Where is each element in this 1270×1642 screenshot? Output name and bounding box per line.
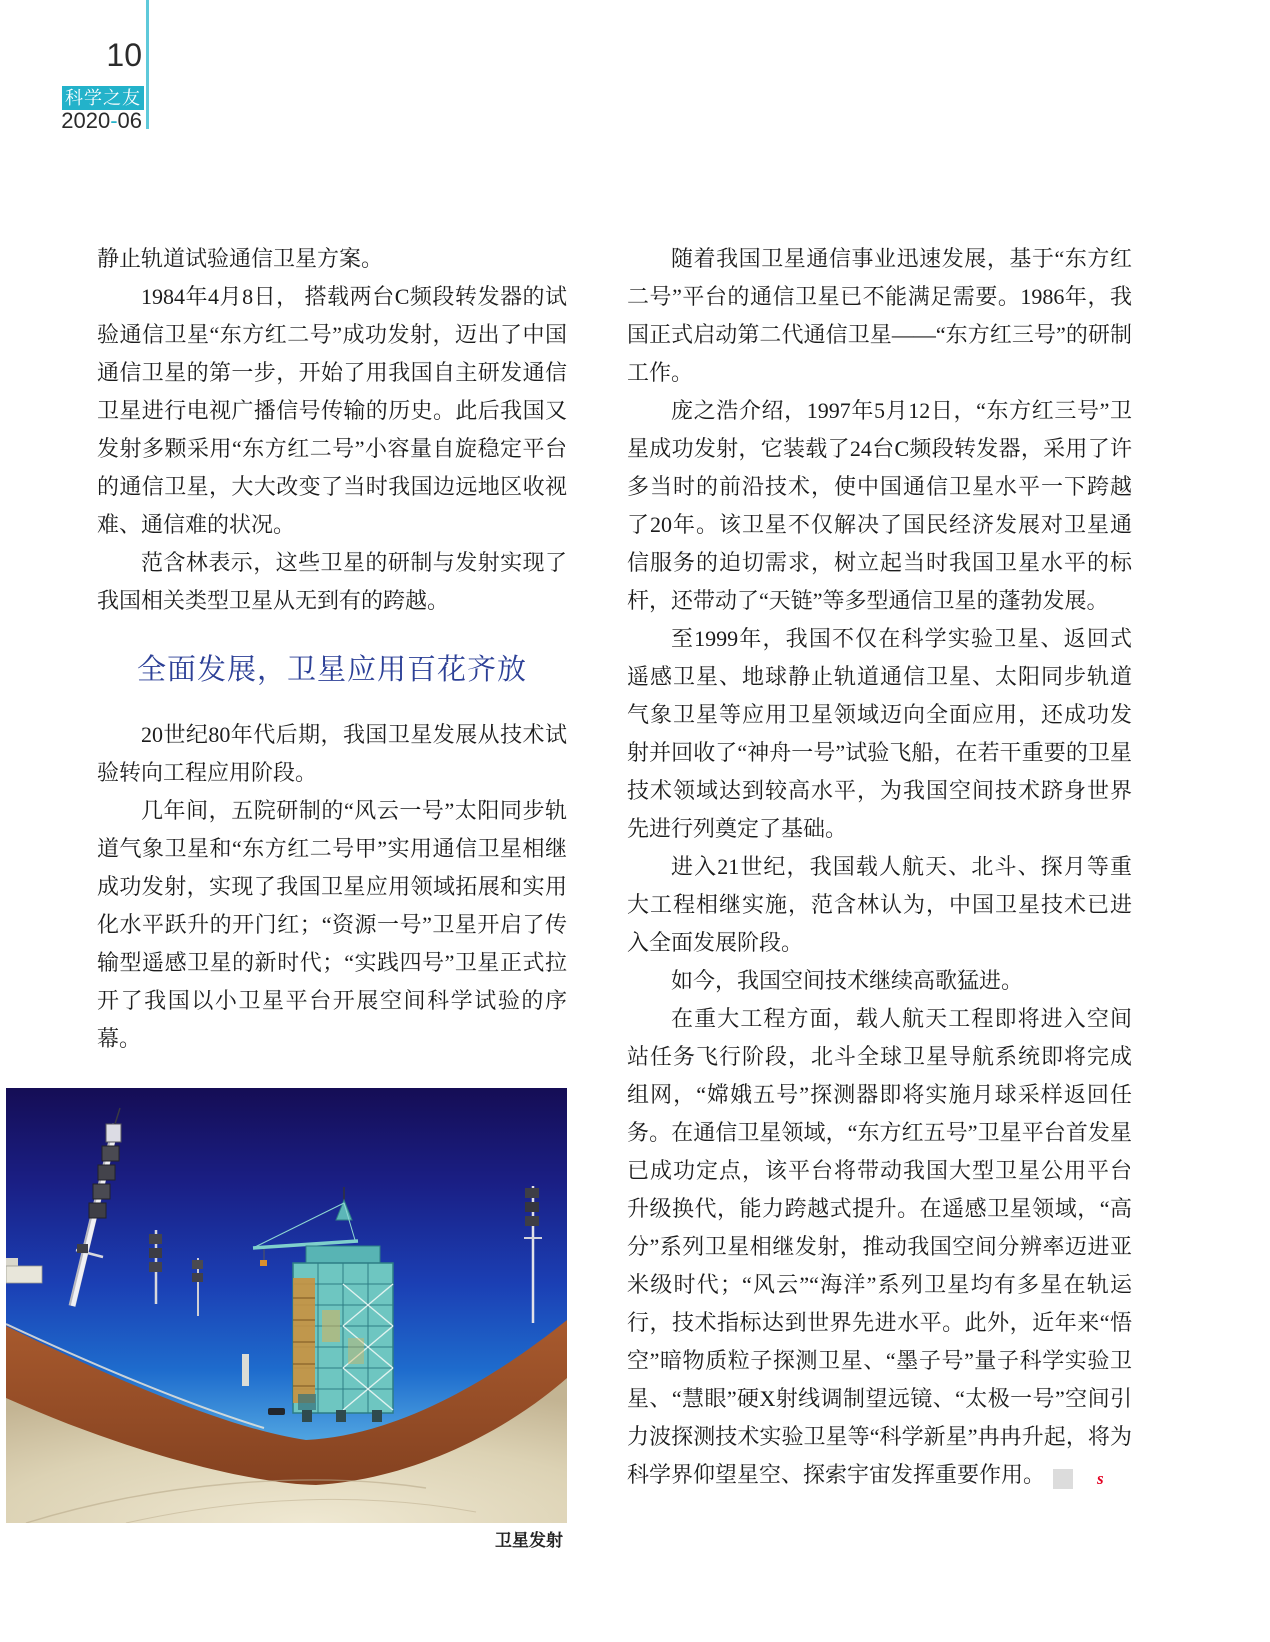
paragraph: 20世纪80年代后期，我国卫星发展从技术试验转向工程应用阶段。 <box>97 722 567 785</box>
satellite-launch-photo-block <box>6 1088 567 1551</box>
distant-tower <box>242 1354 249 1386</box>
section-heading: 全面发展，卫星应用百花齐放 <box>136 654 527 686</box>
magazine-title-badge: 科学之友 <box>62 86 144 110</box>
end-of-article-mark: s <box>1053 1469 1073 1489</box>
paragraph: 随着我国卫星通信事业迅速发展，基于“东方红二号”平台的通信卫星已不能满足需要。1986年，我国正式启动第二代通信卫星——“东方红三号”的研制工作。 <box>627 246 1132 385</box>
right-column <box>627 240 1132 1494</box>
header-accent-rule <box>146 0 149 129</box>
paragraph: 几年间，五院研制的“风云一号”太阳同步轨道气象卫星和“东方红二号甲”实用通信卫星相继成功发射，实现了我国卫星应用领域拓展和实用化水平跃升的开门红；“资源一号”卫星开启了传输型遥感卫星的新时代；“实践四号”卫星正式拉开了我国以小卫星平台开展空间科学试验的序幕。 <box>97 798 567 1051</box>
paragraph: 1984年4月8日， 搭载两台C频段转发器的试验通信卫星“东方红二号”成功发射，迈出了中国通信卫星的第一步，开始了用我国自主研发通信卫星进行电视广播信号传输的历史。此后我国又发射多颗采用“东方红二号”小容量自旋稳定平台的通信卫星，大大改变了当时我国边远地区收视难、通信难的状况。 <box>97 284 567 537</box>
paragraph: 至1999年，我国不仅在科学实验卫星、返回式遥感卫星、地球静止轨道通信卫星、太阳同步轨道气象卫星等应用卫星领域迈向全面应用，还成功发射并回收了“神舟一号”试验飞船，在若干重要的卫星技术领域达到较高水平，为我国空间技术跻身世界先进行列奠定了基础。 <box>627 626 1132 841</box>
paragraph: 范含林表示，这些卫星的研制与发射实现了我国相关类型卫星从无到有的跨越。 <box>97 550 567 613</box>
paragraph: 进入21世纪，我国载人航天、北斗、探月等重大工程相继实施，范含林认为，中国卫星技术已进入全面发展阶段。 <box>627 854 1132 955</box>
paragraph-continuation: 静止轨道试验通信卫星方案。 <box>97 246 384 271</box>
paragraph: 如今，我国空间技术继续高歌猛进。 <box>671 968 1024 993</box>
left-column <box>97 240 567 1058</box>
issue-number: 06 <box>117 108 142 133</box>
issue-year: 2020 <box>61 108 111 133</box>
car <box>268 1408 285 1415</box>
paragraph-with-endmark <box>627 1000 1132 1494</box>
paragraph: 庞之浩介绍，1997年5月12日，“东方红三号”卫星成功发射，它装载了24台C频段转发器，采用了许多当时的前沿技术，使中国通信卫星水平一下跨越了20年。该卫星不仅解决了国民经济发展对卫星通信服务的迫切需求，树立起当时我国卫星水平的标杆，还带动了“天链”等多型通信卫星的蓬勃发展。 <box>627 398 1132 613</box>
satellite-launch-photo <box>6 1088 567 1523</box>
issue-separator: - <box>110 108 118 133</box>
paragraph-text: 在重大工程方面，载人航天工程即将进入空间站任务飞行阶段，北斗全球卫星导航系统即将完成组网，“嫦娥五号”探测器即将实施月球采样返回任务。在通信卫星领域，“东方红五号”卫星平台首发星已成功定点，该平台将带动我国大型卫星公用平台升级换代，能力跨越式提升。在遥感卫星领域，“高分”系列卫星相继发射，推动我国空间分辨率迈进亚米级时代；“风云”“海洋”系列卫星均有多星在轨运行，技术指标达到世界先进水平。此外，近年来“悟空”暗物质粒子探测卫星、“墨子号”量子科学实验卫星、“慧眼”硬X射线调制望远镜、“太极一号”空间引力波探测技术实验卫星等“科学新星”冉冉升起，将为科学界仰望星空、探索宇宙发挥重要作用。 <box>627 1006 1132 1487</box>
photo-caption: 卫星发射 <box>495 1531 563 1550</box>
issue-label <box>44 109 142 133</box>
page-number: 10 <box>106 37 142 73</box>
